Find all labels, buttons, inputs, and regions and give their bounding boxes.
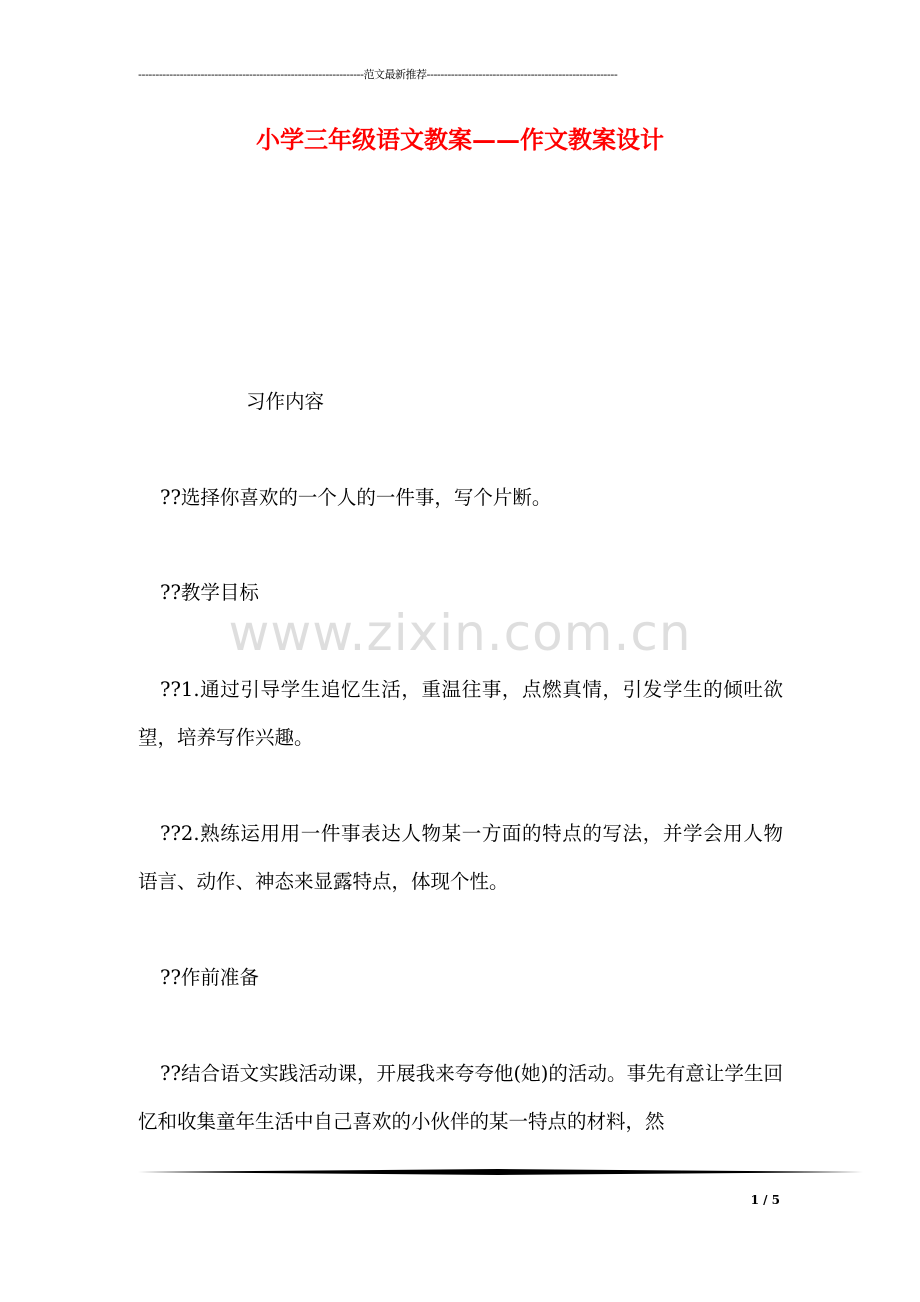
footer-divider (138, 1168, 863, 1176)
section-heading-preparation: ??作前准备 (160, 966, 259, 989)
section-heading-content: 习作内容 (246, 390, 325, 413)
header-divider-label: -----------------------------------------------------------------范文最新推荐------------------------------------------------------- (138, 68, 618, 81)
paragraph-objective-1: ??1.通过引导学生追忆生活，重温往事，点燃真情，引发学生的倾吐欲望，培养写作兴趣。 (138, 678, 783, 749)
watermark-text: www.zixin.com.cn (228, 604, 692, 662)
document-title: 小学三年级语文教案——作文教案设计 (256, 125, 664, 154)
page-number: 1 / 5 (750, 1193, 780, 1207)
paragraph-preparation: ??结合语文实践活动课，开展我来夸夸他(她)的活动。事先有意让学生回忆和收集童年生活中自己喜欢的小伙伴的某一特点的材料，然 (138, 1062, 783, 1133)
section-heading-objectives: ??教学目标 (160, 581, 259, 604)
paragraph-task: ??选择你喜欢的一个人的一件事，写个片断。 (160, 486, 552, 509)
paragraph-objective-2: ??2.熟练运用用一件事表达人物某一方面的特点的写法，并学会用人物语言、动作、神态来显露特点，体现个性。 (138, 822, 783, 893)
